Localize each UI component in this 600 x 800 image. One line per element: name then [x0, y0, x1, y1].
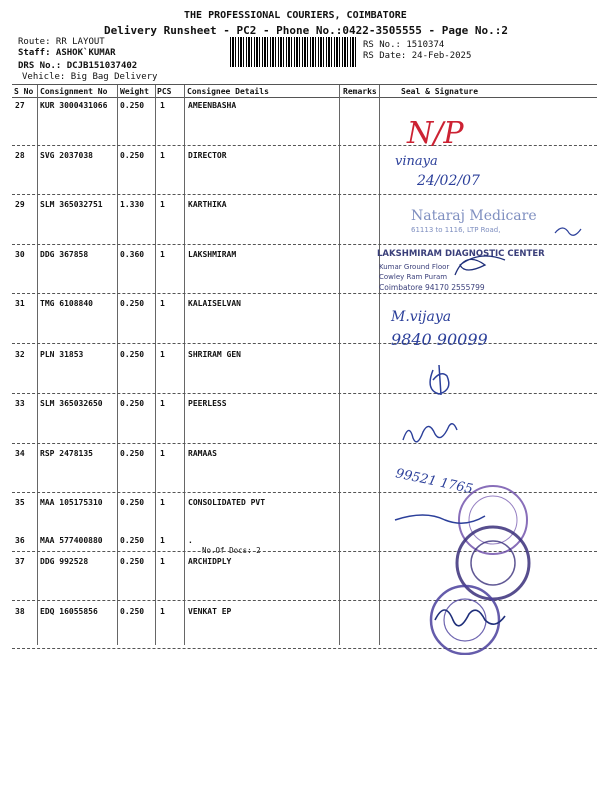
cell-weight: 0.250 — [120, 399, 145, 408]
barcode — [230, 37, 357, 67]
col-divider — [155, 85, 156, 645]
cell-consignee: VENKAT EP — [188, 607, 232, 616]
cell-pcs: 1 — [160, 250, 165, 259]
cell-consignment: SLM 365032751 — [40, 200, 103, 209]
cell-sno: 30 — [15, 250, 25, 259]
cell-weight: 0.250 — [120, 557, 145, 566]
cell-consignment: MAA 577400880 — [40, 536, 103, 545]
cell-consignee: AMEENBASHA — [188, 101, 237, 110]
cell-consignee: KALAISELVAN — [188, 299, 241, 308]
cell-pcs: 1 — [160, 200, 165, 209]
cell-consignee: KARTHIKA — [188, 200, 227, 209]
col-header-consignment: Consignment No — [40, 87, 108, 96]
cell-weight: 0.250 — [120, 151, 145, 160]
cell-weight: 0.250 — [120, 101, 145, 110]
table-top-border — [12, 84, 597, 85]
cell-pcs: 1 — [160, 498, 165, 507]
cell-weight: 0.250 — [120, 449, 145, 458]
cell-pcs: 1 — [160, 151, 165, 160]
cell-consignment: KUR 3000431066 — [40, 101, 108, 110]
col-header-signature: Seal & Signature — [401, 87, 479, 96]
cell-consignee: ARCHIDPLY — [188, 557, 232, 566]
cell-sno: 28 — [15, 151, 25, 160]
cell-weight: 0.250 — [120, 607, 145, 616]
cell-sno: 38 — [15, 607, 25, 616]
cell-pcs: 1 — [160, 536, 165, 545]
signature-35 — [395, 515, 485, 523]
signature-28-name: vinaya — [395, 154, 438, 169]
col-header-consignee: Consignee Details — [187, 87, 269, 96]
cell-consignment: TMG 6108840 — [40, 299, 93, 308]
cell-pcs: 1 — [160, 557, 165, 566]
stamp-lakshmi-line3: Cowley Ram Puram — [379, 273, 448, 281]
signature-28-date: 24/02/07 — [417, 173, 480, 189]
cell-weight: 0.250 — [120, 350, 145, 359]
cell-weight: 0.250 — [120, 536, 145, 545]
rs-date: RS Date: 24-Feb-2025 — [363, 51, 472, 61]
signature-32 — [430, 365, 449, 395]
col-divider — [184, 85, 185, 645]
cell-sno: 27 — [15, 101, 25, 110]
stamp-circle-37 — [457, 527, 529, 599]
stamp-nataraj-name: Nataraj Medicare — [411, 208, 537, 224]
stamp-nataraj-address: 61113 to 1116, LTP Road, — [411, 226, 501, 234]
cell-consignee: PEERLESS — [188, 399, 227, 408]
col-header-pcs: PCS — [157, 87, 172, 96]
cell-sno: 32 — [15, 350, 25, 359]
signature-area — [375, 95, 597, 655]
cell-sno: 29 — [15, 200, 25, 209]
signature-31-name: M.vijaya — [391, 309, 452, 325]
cell-consignment: RSP 2478135 — [40, 449, 93, 458]
cell-consignee: . — [188, 536, 193, 545]
cell-consignment: DDG 367858 — [40, 250, 89, 259]
cell-consignment: SVG 2037038 — [40, 151, 93, 160]
rs-number: RS No.: 1510374 — [363, 40, 445, 50]
np-mark: N/P — [407, 116, 464, 151]
cell-pcs: 1 — [160, 449, 165, 458]
cell-sno: 34 — [15, 449, 25, 458]
cell-consignee: RAMAAS — [188, 449, 217, 458]
col-divider — [339, 85, 340, 645]
cell-weight: 0.250 — [120, 498, 145, 507]
cell-weight: 0.360 — [120, 250, 145, 259]
cell-sno: 36 — [15, 536, 25, 545]
col-divider — [117, 85, 118, 645]
company-title: THE PROFESSIONAL COURIERS, COIMBATORE — [184, 10, 407, 21]
col-divider — [37, 85, 38, 645]
cell-consignment: MAA 105175310 — [40, 498, 103, 507]
cell-pcs: 1 — [160, 399, 165, 408]
cell-consignee: LAKSHMIRAM — [188, 250, 237, 259]
cell-weight: 0.250 — [120, 299, 145, 308]
stamp-lakshmi-line4: Coimbatore 94170 2555799 — [379, 283, 485, 292]
cell-consignment: DDG 992528 — [40, 557, 89, 566]
runsheet-subtitle: Delivery Runsheet - PC2 - Phone No.:0422-3505555 - Page No.:2 — [104, 24, 508, 37]
cell-consignee: SHRIRAM GEN — [188, 350, 241, 359]
cell-consignment: PLN 31853 — [40, 350, 84, 359]
cell-pcs: 1 — [160, 299, 165, 308]
col-header-remarks: Remarks — [343, 87, 377, 96]
cell-consignee: DIRECTOR — [188, 151, 227, 160]
signature-29 — [555, 228, 581, 235]
cell-sno: 35 — [15, 498, 25, 507]
signature-34: 99521 1765 — [394, 466, 475, 498]
docs-count-note: No.Of Docs: 2 — [202, 546, 261, 555]
cell-pcs: 1 — [160, 350, 165, 359]
cell-sno: 33 — [15, 399, 25, 408]
cell-pcs: 1 — [160, 607, 165, 616]
cell-consignment: EDQ 16055856 — [40, 607, 98, 616]
col-header-weight: Weight — [120, 87, 149, 96]
route-label: Route: RR LAYOUT — [18, 37, 105, 47]
cell-pcs: 1 — [160, 101, 165, 110]
vehicle-label: Vehicle: Big Bag Delivery — [22, 72, 158, 82]
staff-label: Staff: ASHOK`KUMAR — [18, 48, 116, 58]
stamp-lakshmi-line2: Kumar Ground Floor — [379, 263, 450, 271]
cell-consignee: CONSOLIDATED PVT — [188, 498, 266, 507]
cell-weight: 1.330 — [120, 200, 145, 209]
cell-sno: 31 — [15, 299, 25, 308]
signature-33 — [403, 424, 457, 442]
col-header-sno: S No — [14, 87, 34, 96]
drs-number: DRS No.: DCJB151037402 — [18, 61, 138, 71]
stamp-lakshmi-name: LAKSHMIRAM DIAGNOSTIC CENTER — [377, 249, 545, 259]
signature-31-phone: 9840 90099 — [391, 330, 488, 349]
cell-consignment: SLM 365032650 — [40, 399, 103, 408]
cell-sno: 37 — [15, 557, 25, 566]
